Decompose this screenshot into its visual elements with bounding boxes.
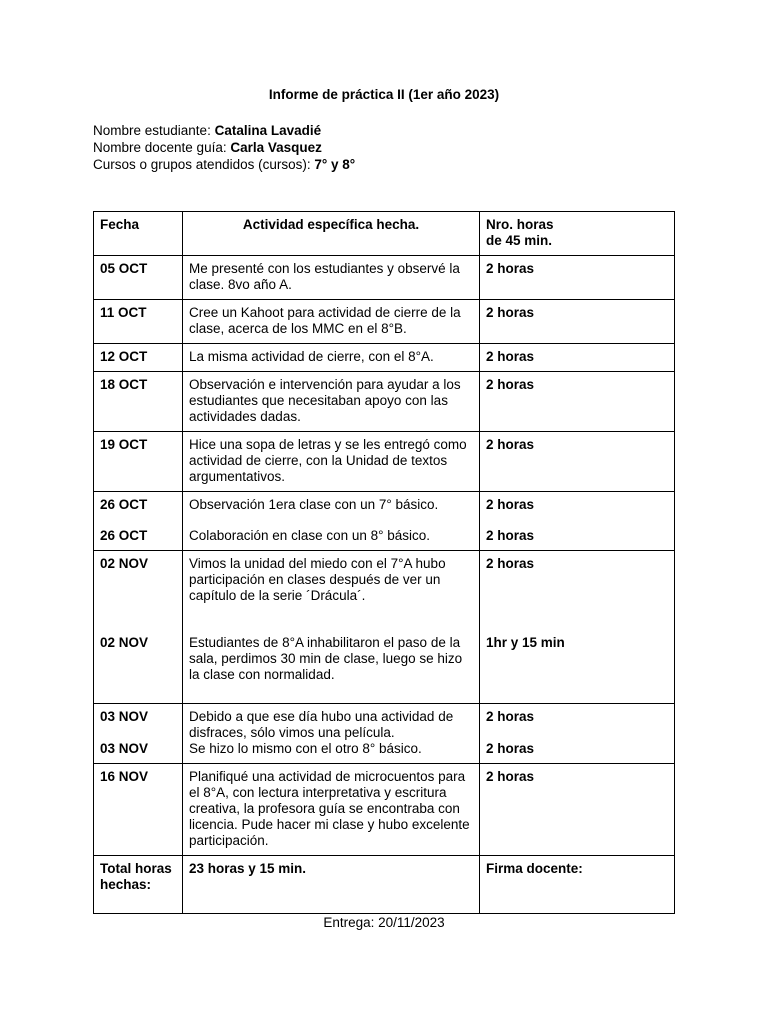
table-row bbox=[94, 704, 675, 764]
entry-date: 02 NOV bbox=[100, 635, 149, 650]
cell-hours bbox=[480, 372, 675, 432]
table-row bbox=[94, 432, 675, 492]
entry-date: 18 OCT bbox=[100, 377, 148, 392]
entry-activity: Vimos la unidad del miedo con el 7°A hubo participación en clases después de ver un capítulo de la serie ´Drácula´. bbox=[189, 556, 446, 603]
cell-activity bbox=[183, 551, 480, 704]
cell-activity bbox=[183, 344, 480, 372]
cell-activity bbox=[183, 492, 480, 551]
report-title: Informe de práctica II (1er año 2023) bbox=[268, 87, 500, 102]
cell-hours bbox=[480, 256, 675, 300]
entry-gap bbox=[100, 513, 176, 528]
student-label: Nombre estudiante: bbox=[93, 123, 211, 138]
total-row bbox=[94, 856, 675, 914]
entry-activity: Estudiantes de 8°A inhabilitaron el paso de la sala, perdimos 30 min de clase, luego se hizo la clase con normalidad. bbox=[189, 635, 463, 682]
entry-hours: 2 horas bbox=[486, 556, 535, 571]
table-row bbox=[94, 300, 675, 344]
cell-date bbox=[94, 704, 183, 764]
entry-gap bbox=[486, 572, 668, 603]
total-label-line1: Total horas bbox=[100, 861, 172, 876]
cell-date bbox=[94, 432, 183, 492]
entry-hours: 2 horas bbox=[486, 497, 535, 512]
entry-activity: Hice una sopa de letras y se les entregó como actividad de cierre, con la Unidad de textos argumentativos. bbox=[189, 437, 467, 484]
teacher-line bbox=[93, 140, 322, 155]
entry-date: 11 OCT bbox=[100, 305, 147, 320]
entry-hours: 2 horas bbox=[486, 741, 535, 756]
entry-date: 03 NOV bbox=[100, 741, 149, 756]
entry-gap bbox=[100, 572, 176, 603]
teacher-name: Carla Vasquez bbox=[230, 140, 322, 155]
student-line bbox=[93, 123, 321, 138]
table-row bbox=[94, 256, 675, 300]
cell-hours bbox=[480, 492, 675, 551]
cell-date bbox=[94, 551, 183, 704]
total-label-line2: hechas: bbox=[100, 877, 152, 892]
cell-hours bbox=[480, 344, 675, 372]
entry-hours: 2 horas bbox=[486, 377, 535, 392]
cell-hours bbox=[480, 551, 675, 704]
entry-hours: 1hr y 15 min bbox=[486, 635, 565, 650]
entry-date: 03 NOV bbox=[100, 709, 149, 724]
table-row bbox=[94, 764, 675, 856]
header-activity: Actividad específica hecha. bbox=[183, 212, 480, 256]
entry-activity: Debido a que ese día hubo una actividad de disfraces, sólo vimos una película. bbox=[189, 709, 454, 740]
table-row bbox=[94, 372, 675, 432]
entry-activity: Observación e intervención para ayudar a los estudiantes que necesitaban apoyo con las actividades dadas. bbox=[189, 377, 461, 424]
cell-date bbox=[94, 300, 183, 344]
cell-date bbox=[94, 492, 183, 551]
cell-hours bbox=[480, 432, 675, 492]
cell-date bbox=[94, 764, 183, 856]
entry-date: 12 OCT bbox=[100, 349, 148, 364]
entry-hours: 2 horas bbox=[486, 769, 535, 784]
table-row bbox=[94, 551, 675, 704]
table-header-row bbox=[94, 212, 675, 256]
delivery-date: Entrega: 20/11/2023 bbox=[323, 915, 445, 930]
entry-activity: Planifiqué una actividad de microcuentos para el 8°A, con lectura interpretativa y escritura creativa, la profesora guía se encontraba con licencia. Pude hacer mi clase y hubo excelente participación. bbox=[189, 769, 470, 848]
header-hours bbox=[480, 212, 675, 256]
header-hours-line1: Nro. horas bbox=[486, 217, 554, 232]
cell-activity bbox=[183, 704, 480, 764]
entry-hours: 2 horas bbox=[486, 305, 535, 320]
header-hours-line2: de 45 min. bbox=[486, 233, 553, 248]
cell-hours bbox=[480, 300, 675, 344]
entry-hours: 2 horas bbox=[486, 261, 535, 276]
entry-date: 05 OCT bbox=[100, 261, 148, 276]
entry-hours: 2 horas bbox=[486, 528, 535, 543]
signature-label: Firma docente: bbox=[480, 856, 675, 914]
cell-date bbox=[94, 256, 183, 300]
cell-activity bbox=[183, 432, 480, 492]
cell-activity bbox=[183, 300, 480, 344]
cell-date bbox=[94, 344, 183, 372]
cell-date bbox=[94, 372, 183, 432]
entry-gap bbox=[189, 513, 473, 528]
entry-date: 26 OCT bbox=[100, 497, 148, 512]
total-value: 23 horas y 15 min. bbox=[183, 856, 480, 914]
entry-activity: Cree un Kahoot para actividad de cierre de la clase, acerca de los MMC en el 8°B. bbox=[189, 305, 461, 336]
cell-hours bbox=[480, 704, 675, 764]
courses-label: Cursos o grupos atendidos (cursos): bbox=[93, 157, 311, 172]
entry-hours: 2 horas bbox=[486, 437, 535, 452]
entry-activity: Se hizo lo mismo con el otro 8° básico. bbox=[189, 741, 422, 756]
table-row bbox=[94, 344, 675, 372]
entry-hours: 2 horas bbox=[486, 349, 535, 364]
teacher-label: Nombre docente guía: bbox=[93, 140, 227, 155]
cell-activity bbox=[183, 372, 480, 432]
student-name: Catalina Lavadié bbox=[214, 123, 322, 138]
entry-activity: Observación 1era clase con un 7° básico. bbox=[189, 497, 439, 512]
courses-value: 7° y 8° bbox=[314, 157, 356, 172]
entry-date: 02 NOV bbox=[100, 556, 149, 571]
cell-activity bbox=[183, 764, 480, 856]
courses-line bbox=[93, 157, 355, 172]
table-row bbox=[94, 492, 675, 551]
entry-activity: Me presenté con los estudiantes y observé la clase. 8vo año A. bbox=[189, 261, 460, 292]
activity-table bbox=[93, 211, 675, 914]
cell-hours bbox=[480, 764, 675, 856]
entry-hours: 2 horas bbox=[486, 709, 535, 724]
header-date: Fecha bbox=[94, 212, 183, 256]
entry-gap bbox=[486, 513, 668, 528]
entry-date: 26 OCT bbox=[100, 528, 148, 543]
entry-activity: La misma actividad de cierre, con el 8°A. bbox=[189, 349, 434, 364]
entry-gap bbox=[189, 604, 473, 635]
entry-activity: Colaboración en clase con un 8° básico. bbox=[189, 528, 431, 543]
cell-activity bbox=[183, 256, 480, 300]
entry-date: 16 NOV bbox=[100, 769, 149, 784]
total-label bbox=[94, 856, 183, 914]
entry-date: 19 OCT bbox=[100, 437, 148, 452]
